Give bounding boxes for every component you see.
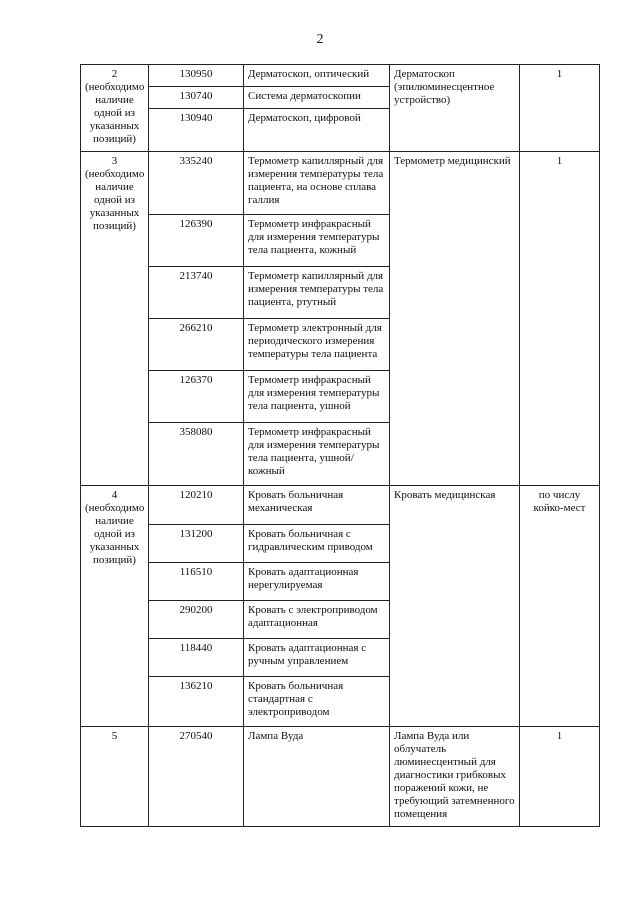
name-cell: Кровать больничная механическая <box>244 486 390 525</box>
name-cell: Термометр инфракрасный для измерения температуры тела пациента, ушной <box>244 371 390 423</box>
type-name-cell: Термометр медицинский <box>390 152 520 486</box>
name-cell: Кровать адаптационная нерегулируемая <box>244 563 390 601</box>
name-cell: Кровать больничная стандартная с электроприводом <box>244 677 390 727</box>
code-cell: 136210 <box>149 677 244 727</box>
code-cell: 358080 <box>149 423 244 486</box>
name-cell: Термометр инфракрасный для измерения температуры тела пациента, ушной/кожный <box>244 423 390 486</box>
group-note: (необходимо наличие одной из указанных позиций) <box>85 81 145 145</box>
code-cell: 131200 <box>149 525 244 563</box>
group-number: 2 <box>111 68 118 80</box>
code-cell: 120210 <box>149 486 244 525</box>
type-name-cell: Дерматоскоп (эпилюминесцентное устройство) <box>390 65 520 152</box>
group-number-cell <box>81 65 149 152</box>
code-cell: 290200 <box>149 601 244 639</box>
code-cell: 270540 <box>149 727 244 827</box>
table-row <box>81 65 600 87</box>
quantity-cell: 1 <box>520 65 600 152</box>
equipment-table <box>80 64 600 827</box>
code-cell: 116510 <box>149 563 244 601</box>
group-number-cell <box>81 486 149 727</box>
name-cell: Термометр капиллярный для измерения температуры тела пациента, на основе сплава галлия <box>244 152 390 215</box>
group-note: (необходимо наличие одной из указанных позиций) <box>85 168 145 232</box>
name-cell: Дерматоскоп, цифровой <box>244 109 390 152</box>
group-note: (необходимо наличие одной из указанных позиций) <box>85 502 145 566</box>
quantity-cell: 1 <box>520 727 600 827</box>
code-cell: 213740 <box>149 267 244 319</box>
code-cell: 126370 <box>149 371 244 423</box>
code-cell: 335240 <box>149 152 244 215</box>
code-cell: 130940 <box>149 109 244 152</box>
group-number-cell <box>81 727 149 827</box>
code-cell: 130950 <box>149 65 244 87</box>
code-cell: 118440 <box>149 639 244 677</box>
name-cell: Дерматоскоп, оптический <box>244 65 390 87</box>
name-cell: Система дерматоскопии <box>244 87 390 109</box>
quantity-cell: по числу койко-мест <box>520 486 600 727</box>
quantity-cell: 1 <box>520 152 600 486</box>
table-row <box>81 727 600 827</box>
table-row <box>81 486 600 525</box>
code-cell: 126390 <box>149 215 244 267</box>
name-cell: Кровать адаптационная с ручным управлением <box>244 639 390 677</box>
name-cell: Термометр электронный для периодического измерения температуры тела пациента <box>244 319 390 371</box>
group-number: 3 <box>111 155 118 167</box>
type-name-cell: Кровать медицинская <box>390 486 520 727</box>
group-number: 4 <box>111 489 118 501</box>
name-cell: Лампа Вуда <box>244 727 390 827</box>
code-cell: 266210 <box>149 319 244 371</box>
name-cell: Кровать с электроприводом адаптационная <box>244 601 390 639</box>
name-cell: Термометр инфракрасный для измерения температуры тела пациента, кожный <box>244 215 390 267</box>
code-cell: 130740 <box>149 87 244 109</box>
group-number-cell <box>81 152 149 486</box>
type-name-cell: Лампа Вуда или облучатель люминесцентный для диагностики грибковых поражений кожи, не требующий затемненного помещения <box>390 727 520 827</box>
name-cell: Кровать больничная с гидравлическим приводом <box>244 525 390 563</box>
group-number: 5 <box>111 730 118 742</box>
page-number: 2 <box>316 32 324 47</box>
table-row <box>81 152 600 215</box>
name-cell: Термометр капиллярный для измерения температуры тела пациента, ртутный <box>244 267 390 319</box>
